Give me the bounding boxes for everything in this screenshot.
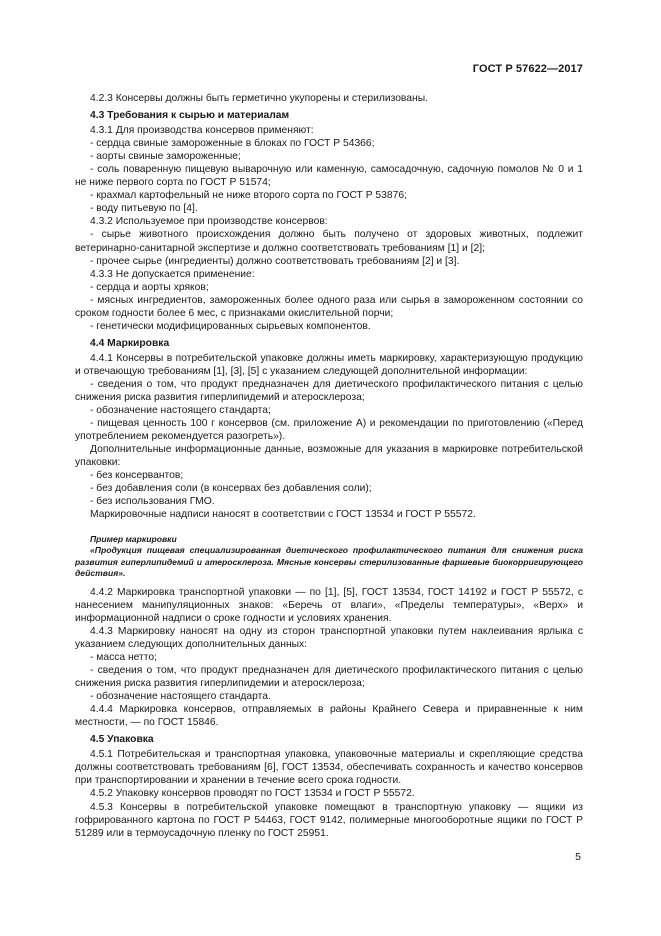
list-item: - сырье животного происхождения должно быть получено от здоровых животных, подлежит ветеринарно-санитарной экспертизе и должно соответствовать требованиям [1] и [2];: [75, 229, 583, 254]
paragraph-4-4-1: 4.4.1 Консервы в потребительской упаковке должны иметь маркировку, характеризующую продукцию и отвечающую требованиям [1], [3], [5] с указанием следующей дополнительной информации:: [75, 352, 583, 377]
section-heading-4-5: 4.5 Упаковка: [90, 734, 154, 746]
list-item: - без использования ГМО.: [90, 496, 215, 508]
list-item: - сердца свиные замороженные в блоках по ГОСТ Р 54366;: [90, 138, 375, 150]
paragraph-4-3-1: 4.3.1 Для производства консервов применяют:: [90, 125, 314, 137]
document-code-header: ГОСТ Р 57622—2017: [472, 63, 583, 75]
paragraph-4-3-2: 4.3.2 Используемое при производстве консервов:: [90, 216, 328, 228]
document-body: [75, 92, 583, 840]
list-item: - генетически модифицированных сырьевых компонентов.: [90, 320, 371, 332]
list-item: - без консервантов;: [90, 470, 184, 482]
example-title: Пример маркировки: [90, 533, 177, 544]
list-item: - мясных ингредиентов, замороженных более одного раза или сырья в замороженном состоянии со сроком годности более 6 мес, с признаками окислительной порчи;: [75, 294, 583, 319]
list-item: - масса нетто;: [90, 652, 157, 664]
paragraph-4-4-4: 4.4.4 Маркировка консервов, отправляемых в районы Крайнего Севера и приравненные к ним местности, — по ГОСТ 15846.: [75, 704, 583, 729]
list-item: - обозначение настоящего стандарта.: [90, 691, 271, 703]
paragraph-4-4-2: 4.4.2 Маркировка транспортной упаковки — по [1], [5], ГОСТ 13534, ГОСТ 14192 и ГОСТ Р 55572, с нанесением манипуляционных знаков: «Беречь от влаги», «Пределы температуры», «Верх» и информационной надписи о сроке годности и условиях хранения.: [75, 586, 583, 624]
section-heading-4-3: 4.3 Требования к сырью и материалам: [90, 110, 290, 122]
list-item: - соль поваренную пищевую выварочную или каменную, самосадочную, садочную помолов № 0 и 1 не ниже первого сорта по ГОСТ Р 51574;: [75, 164, 583, 189]
list-item: - без добавления соли (в консервах без добавления соли);: [90, 483, 372, 495]
list-item: - обозначение настоящего стандарта;: [90, 405, 271, 417]
list-item: - сердца и аорты хряков;: [90, 281, 209, 293]
list-item: - крахмал картофельный не ниже второго сорта по ГОСТ Р 53876;: [90, 190, 407, 202]
paragraph-4-5-3: 4.5.3 Консервы в потребительской упаковке помещают в транспортную упаковку — ящики из гофрированного картона по ГОСТ Р 54463, ГОСТ 9142, полимерные многооборотные ящики по ГОСТ Р 51289 или в термоусадочную пленку по ГОСТ 25951.: [75, 801, 583, 839]
paragraph-4-3-3: 4.3.3 Не допускается применение:: [90, 268, 255, 280]
paragraph-additional-info: Дополнительные информационные данные, возможные для указания в маркировке потребительской упаковки:: [75, 444, 583, 469]
paragraph-4-2-3: 4.2.3 Консервы должны быть герметично укупорены и стерилизованы.: [90, 93, 428, 104]
paragraph-4-4-3: 4.4.3 Маркировку наносят на одну из сторон транспортной упаковки путем наклеивания ярлыка с указанием следующих дополнительных данных:: [75, 625, 583, 650]
list-item: - пищевая ценность 100 г консервов (см. приложение А) и рекомендации по приготовлению («Перед употреблением рекомендуется разогреть»).: [75, 418, 583, 443]
section-heading-4-4: 4.4 Маркировка: [90, 337, 170, 349]
list-item: - аорты свиные замороженные;: [90, 151, 241, 163]
list-item: - прочее сырье (ингредиенты) должно соответствовать требованиям [2] и [3].: [90, 255, 460, 267]
paragraph-4-5-2: 4.5.2 Упаковку консервов проводят по ГОСТ 13534 и ГОСТ Р 55572.: [90, 788, 415, 800]
paragraph-4-5-1: 4.5.1 Потребительская и транспортная упаковка, упаковочные материалы и скрепляющие средства должны соответствовать требованиям [6], ГОСТ 13534, обеспечивать сохранность и качество консервов при транспортировании и хранении в течение всего срока годности.: [75, 749, 583, 787]
example-text: «Продукция пищевая специализированная диетического профилактического питания для снижения риска развития гиперлипидемий и атеросклероза. Мясные консервы стерилизованные фаршевые биокорригирующего действия».: [75, 545, 583, 579]
list-item: - сведения о том, что продукт предназначен для диетического профилактического питания с целью снижения риска развития гиперлипидемий и атеросклероза;: [75, 378, 583, 404]
list-item: - сведения о том, что продукт предназначен для диетического профилактического питания с целью снижения риска развития гиперлипидемии и атеросклероза;: [75, 665, 583, 690]
paragraph-marking-inscriptions: Маркировочные надписи наносят в соответствии с ГОСТ 13534 и ГОСТ Р 55572.: [90, 509, 476, 521]
page-number: 5: [575, 851, 581, 863]
list-item: - воду питьевую по [4].: [90, 203, 198, 215]
